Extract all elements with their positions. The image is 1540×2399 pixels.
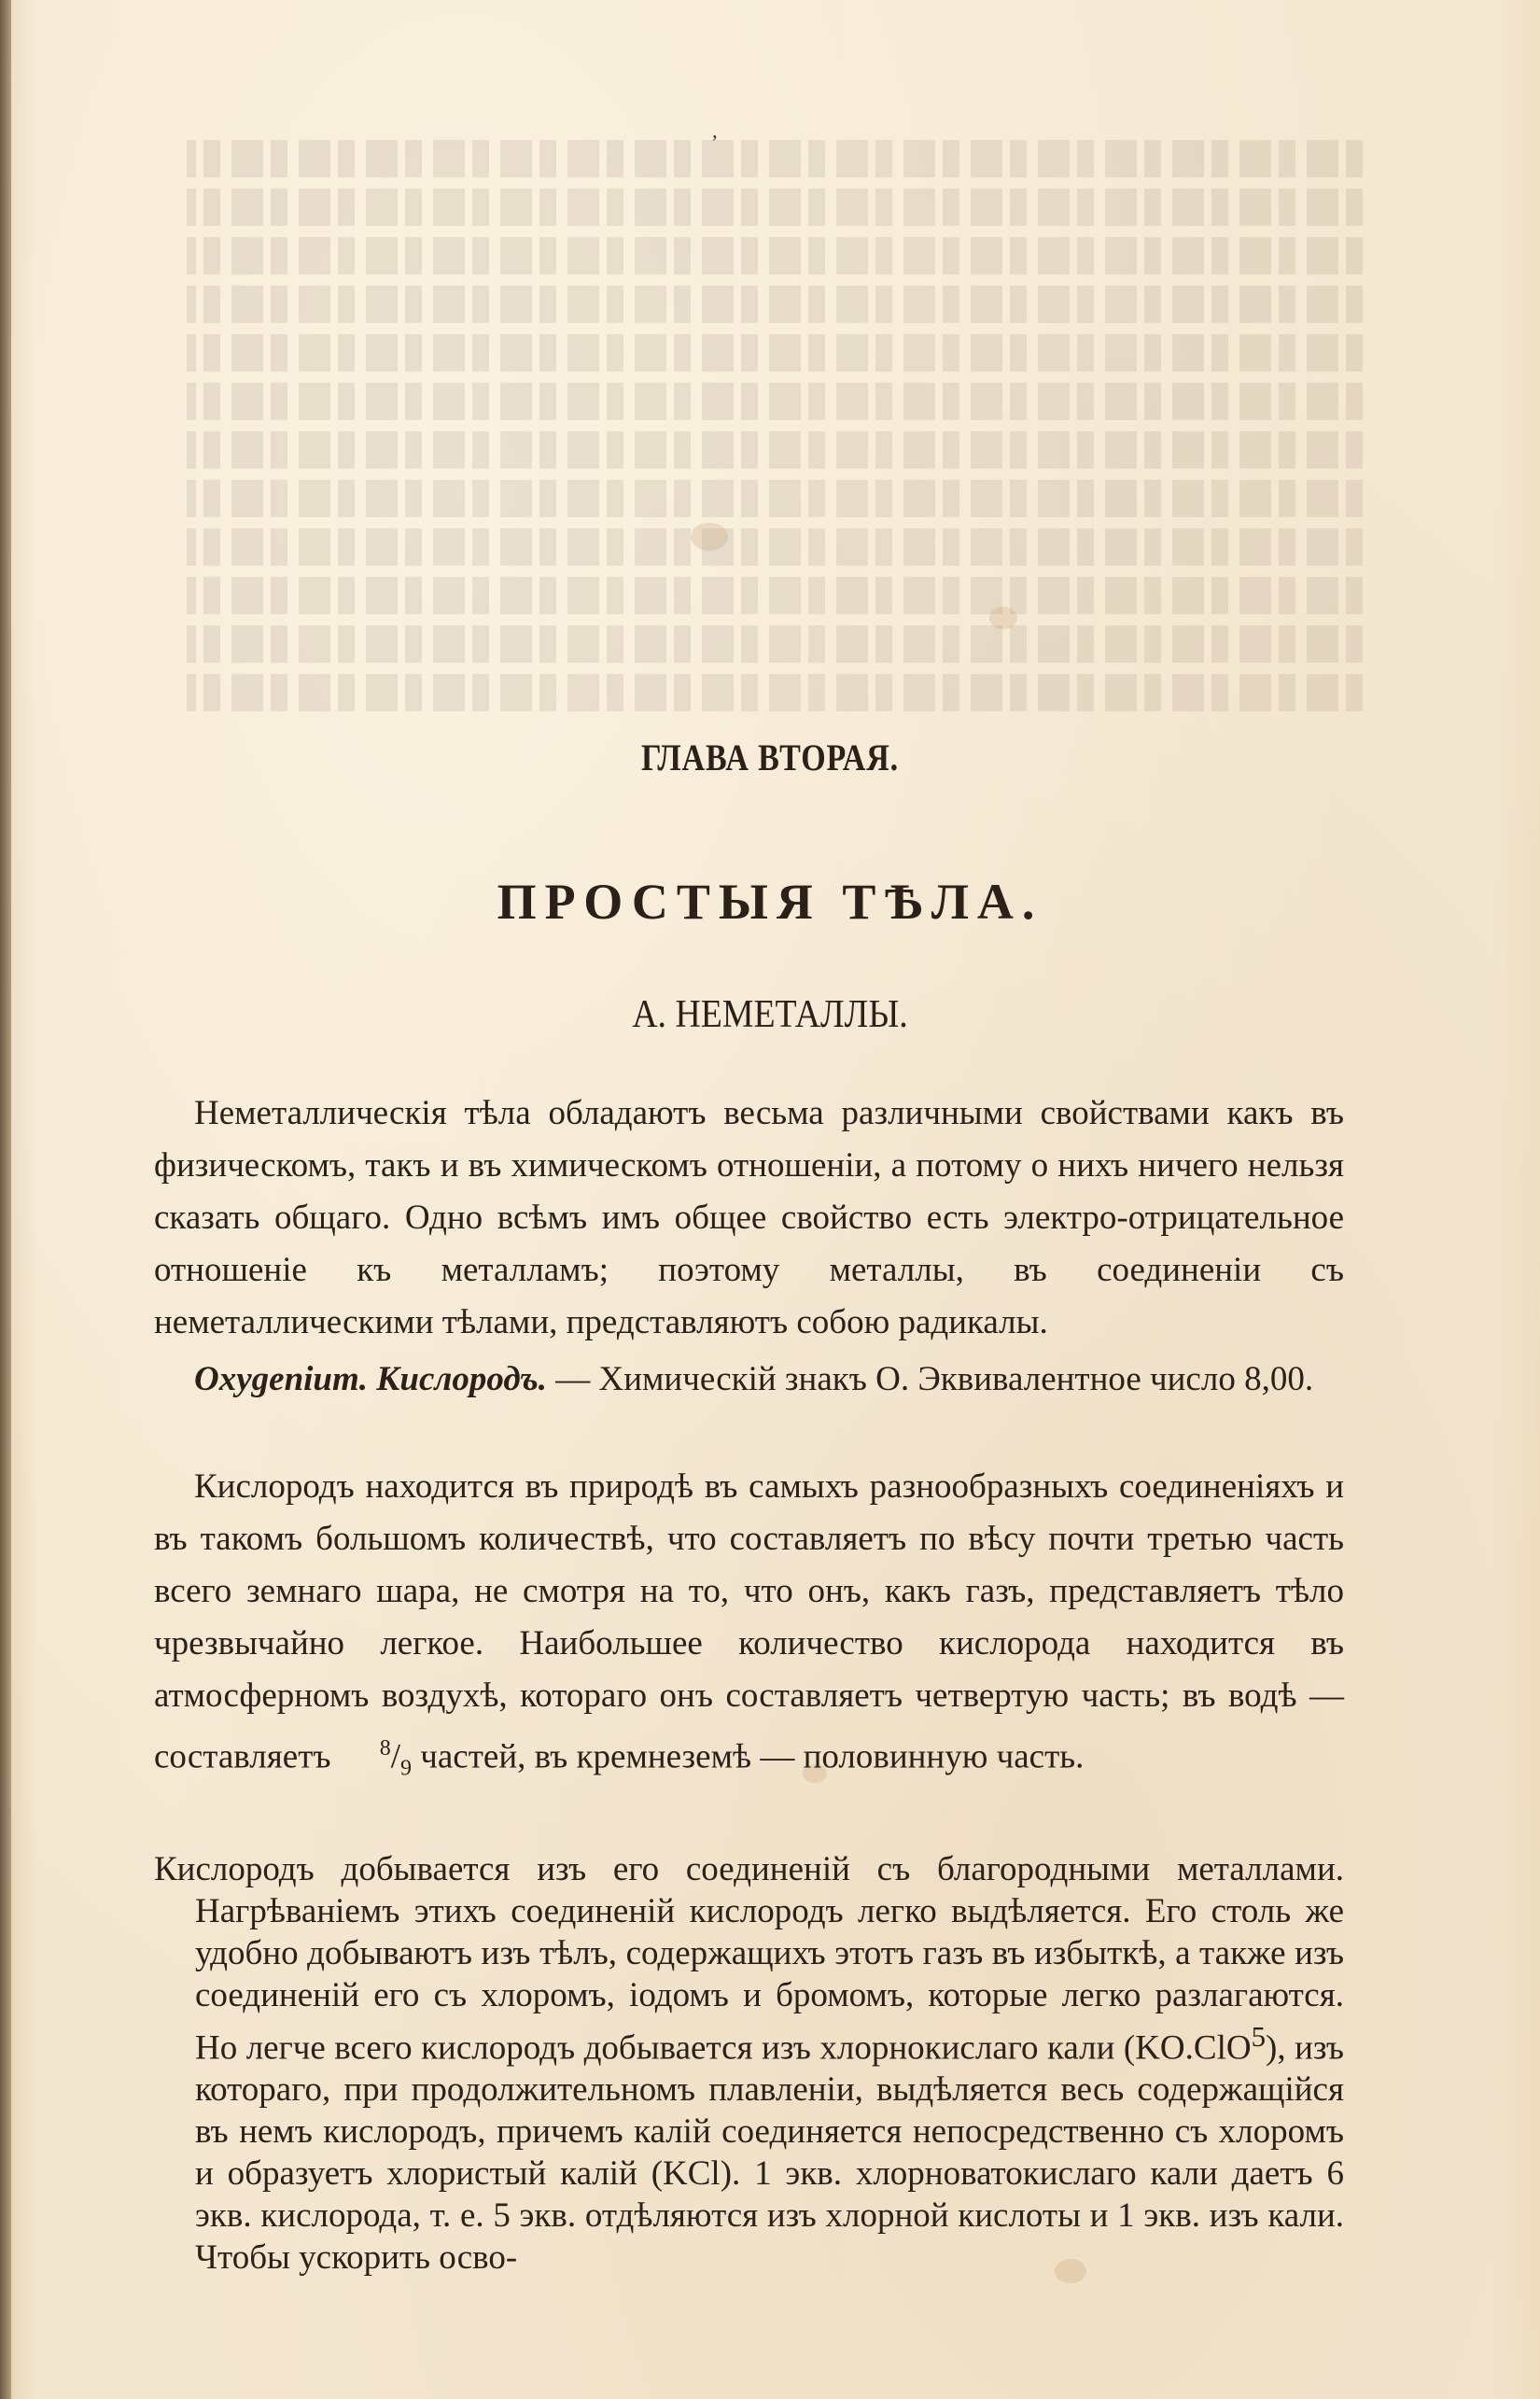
production-superscript: 5 [1251, 2021, 1267, 2053]
element-description: — Химическій знакъ O. Эквивалентное число 8,00. [547, 1360, 1314, 1398]
page-spine-edge [0, 0, 11, 2399]
occurrence-text-a: Кислородъ находится въ природѣ въ самыхъ разнообразныхъ соединеніяхъ и въ такомъ большомъ количествѣ, что составляетъ по вѣсу почти третью часть всего земнаго шара, не смотря на то, что онъ, какъ газъ, представляетъ тѣло чрезвычайно легкое. Наибольшее количество кислорода находится въ атмосферномъ воздухѣ, котораго онъ составляетъ четвертую часть; въ водѣ — составляетъ [154, 1467, 1344, 1776]
production-text-b: ), изъ котораго, при продолжительномъ плавленіи, выдѣляется весь содержащійся въ немъ кислородъ, причемъ калій соединяется непосредственно съ хлоромъ и образуетъ хлористый калій (KCl). 1 экв. хлорноватокислаго кали даетъ 6 экв. кислорода, т. е. 5 экв. отдѣляются изъ хлорной кислоты и 1 экв. изъ кали. Чтобы ускорить осво- [195, 2028, 1344, 2278]
occurrence-text-b: частей, въ кремнеземѣ — половинную часть. [412, 1737, 1085, 1776]
paragraph-intro [154, 1087, 1344, 1349]
page-title: ПРОСТЫЯ ТѢЛА. [497, 874, 1043, 930]
element-name: Oxygenium. Кислородъ. [194, 1360, 547, 1398]
production-text-a: Кислородъ добывается изъ его соединеній съ благородными металлами. Нагрѣваніемъ этихъ соединеній кислородъ легко выдѣляется. Его столь же удобно добываютъ изъ тѣлъ, содержащихъ этотъ газъ въ избыткѣ, а также изъ соединеній его съ хлоромъ, іодомъ и бромомъ, которые легко разлагаются. Но легче всего кислородъ добывается изъ хлорнокислаго кали (KO.ClO [154, 1850, 1344, 2068]
paragraph-occurrence [154, 1461, 1344, 1795]
fraction-denominator: 9 [400, 1756, 413, 1781]
fraction-numerator: 8 [379, 1736, 391, 1761]
paragraph-intro-text: Неметаллическія тѣла обладаютъ весьма различными свойствами какъ въ физическомъ, такъ и въ химическомъ отношеніи, а потому о нихъ ничего нельзя сказать общаго. Одно всѣмъ имъ общее свойство есть электро-отрицательное отношеніе къ металламъ; поэтому металлы, въ соединеніи съ неметаллическими тѣлами, представляютъ собою радикалы. [154, 1094, 1344, 1341]
foxing-spot [691, 523, 728, 551]
fraction-eight-ninths: $^8/_9$ [379, 1736, 413, 1781]
print-mark: ʼ [711, 131, 719, 154]
foxing-spot [989, 607, 1017, 629]
bleed-through-text [187, 140, 1363, 737]
chapter-heading: ГЛАВА ВТОРАЯ. [641, 737, 899, 779]
section-heading: А. НЕМЕТАЛЛЫ. [632, 993, 908, 1036]
paragraph-oxygen [154, 1354, 1344, 1406]
paragraph-production [154, 1848, 1344, 2279]
